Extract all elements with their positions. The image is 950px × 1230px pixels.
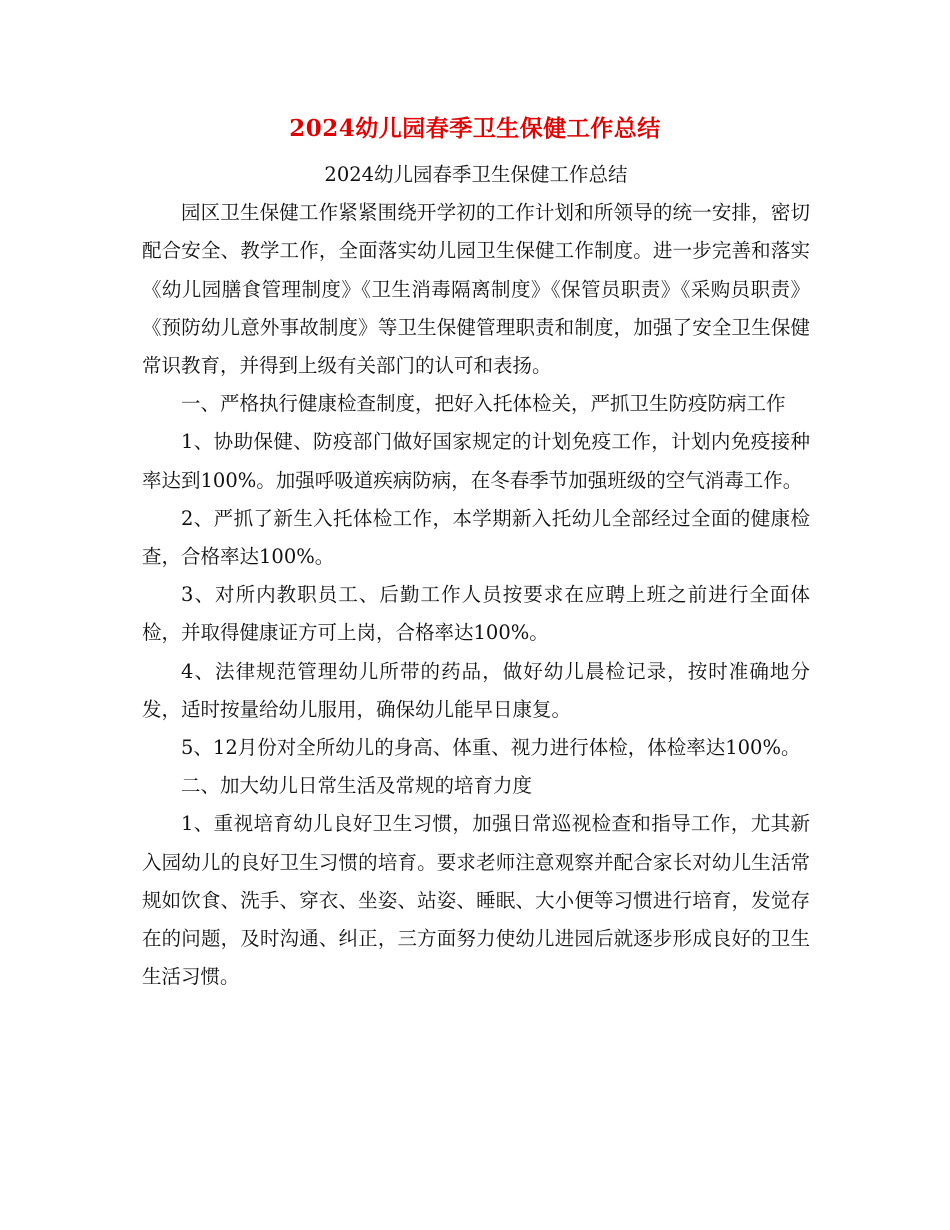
paragraph-intro: 园区卫生保健工作紧紧围绕开学初的工作计划和所领导的统一安排，密切配合安全、教学工作，全面落实幼儿园卫生保健工作制度。进一步完善和落实《幼儿园膳食管理制度》《卫生消毒隔离制度》《保管员职责》《采购员职责》《预防幼儿意外事故制度》等卫生保健管理职责和制度，加强了安全卫生保健常识教育，并得到上级有关部门的认可和表扬。 <box>142 201 810 378</box>
section-heading-2: 二、加大幼儿日常生活及常规的培育力度 <box>181 774 533 798</box>
list-item: 5、12月份对全所幼儿的身高、体重、视力进行体检，体检率达100%。 <box>181 736 801 760</box>
list-item: 3、对所内教职员工、后勤工作人员按要求在应聘上班之前进行全面体检，并取得健康证方可上岗，合格率达100%。 <box>142 583 810 645</box>
list-item: 4、法律规范管理幼儿所带的药品，做好幼儿晨检记录，按时准确地分发，适时按量给幼儿服用，确保幼儿能早日康复。 <box>142 659 810 721</box>
document-body <box>142 156 810 996</box>
section-heading-1: 一、严格执行健康检查制度，把好入托体检关，严抓卫生防疫防病工作 <box>181 392 786 416</box>
document-title: 2024幼儿园春季卫生保健工作总结 <box>289 115 661 142</box>
list-item: 1、协助保健、防疫部门做好国家规定的计划免疫工作，计划内免疫接种率达到100%。加强呼吸道疾病防病，在冬春季节加强班级的空气消毒工作。 <box>142 430 810 492</box>
list-item: 2、严抓了新生入托体检工作，本学期新入托幼儿全部经过全面的健康检查，合格率达100%。 <box>142 506 810 569</box>
list-item: 1、重视培育幼儿良好卫生习惯，加强日常巡视检查和指导工作，尤其新入园幼儿的良好卫生习惯的培育。要求老师注意观察并配合家长对幼儿生活常规如饮食、洗手、穿衣、坐姿、站姿、睡眠、大小便等习惯进行培育，发觉存在的问题，及时沟通、纠正，三方面努力使幼儿进园后就逐步形成良好的卫生生活习惯。 <box>142 812 810 989</box>
document-subtitle: 2024幼儿园春季卫生保健工作总结 <box>324 163 628 186</box>
